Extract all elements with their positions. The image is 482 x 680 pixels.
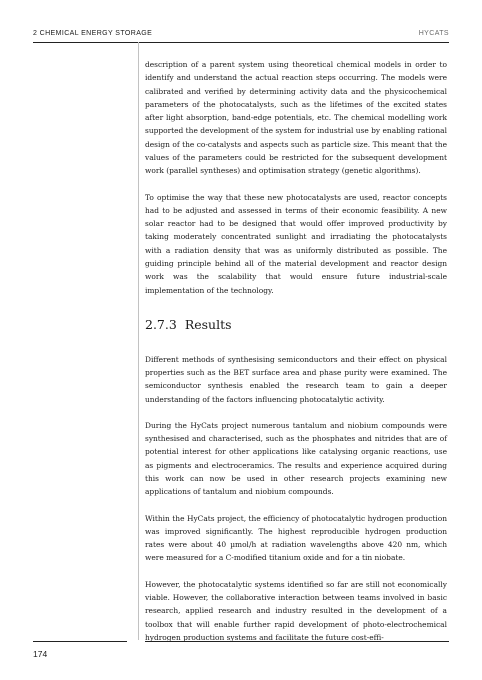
paragraph: description of a parent system using theoretical chemical models in order to identify and understand the actual reaction steps occurring. The models were calibrated and verified by determining activity data and the physicochemical parameters of the photocatalysts, such as the lifetimes of the excited states after light absorption, band-edge potentials, etc. The chemical modelling work supported the development of the system for industrial use by enabling rational design of the co-catalysts and aspects such as particle size. This meant that the values of the parameters could be restricted for the subsequent development work (parallel syntheses) and optimisation strategy (genetic algorithms). <box>145 60 447 176</box>
paragraph: To optimise the way that these new photocatalysts are used, reactor concepts had to be adjusted and assessed in terms of their economic feasibility. A new solar reactor had to be designed that would offer improved productivity by taking moderately concentrated sunlight and irradiating the photocatalysts with a radiation density that was as uniformly distributed as possible. The guiding principle behind all of the material development and reactor design work was the scalability that would ensure future industrial-scale implementation of the technology. <box>145 192 447 295</box>
header-rule <box>33 42 449 43</box>
footer-rule-right <box>145 641 449 642</box>
footer-rule-left <box>33 641 127 642</box>
section-heading <box>145 317 447 333</box>
chapter-title: 2 CHEMICAL ENERGY STORAGE <box>33 30 153 37</box>
section-title: HYCATS <box>418 30 449 37</box>
running-header <box>33 30 449 42</box>
gutter-rule <box>138 42 139 640</box>
section-number: 2.7.3 <box>145 316 177 332</box>
page-number: 174 <box>33 649 48 659</box>
main-text <box>145 58 447 644</box>
paragraph: Different methods of synthesising semiconductors and their effect on physical properties such as the BET surface area and phase purity were examined. The semiconductor synthesis enabled the research team to gain a deeper understanding of the factors influencing photocatalytic activity. <box>145 354 447 404</box>
paragraph: However, the photocatalytic systems identified so far are still not economically viable. However, the collaborative interaction between teams involved in basic research, applied research and industry resulted in the development of a toolbox that will enable further rapid development of photo-electrochemical hydrogen production systems and facilitate the future cost-effi- <box>145 579 447 642</box>
section-heading-title: Results <box>184 316 232 332</box>
paragraph: During the HyCats project numerous tantalum and niobium compounds were synthesised and characterised, such as the phosphates and nitrides that are of potential interest for other applications like catalysing organic reactions, use as pigments and electroceramics. The results and experience acquired during this work can now be used in other research projects examining new applications of tantalum and niobium compounds. <box>145 420 447 497</box>
paragraph: Within the HyCats project, the efficiency of photocatalytic hydrogen production was improved significantly. The highest reproducible hydrogen production rates were about 40 µmol/h at radiation wavelengths above 420 nm, which were measured for a C-modified titanium oxide and for a tin niobate. <box>145 513 447 563</box>
